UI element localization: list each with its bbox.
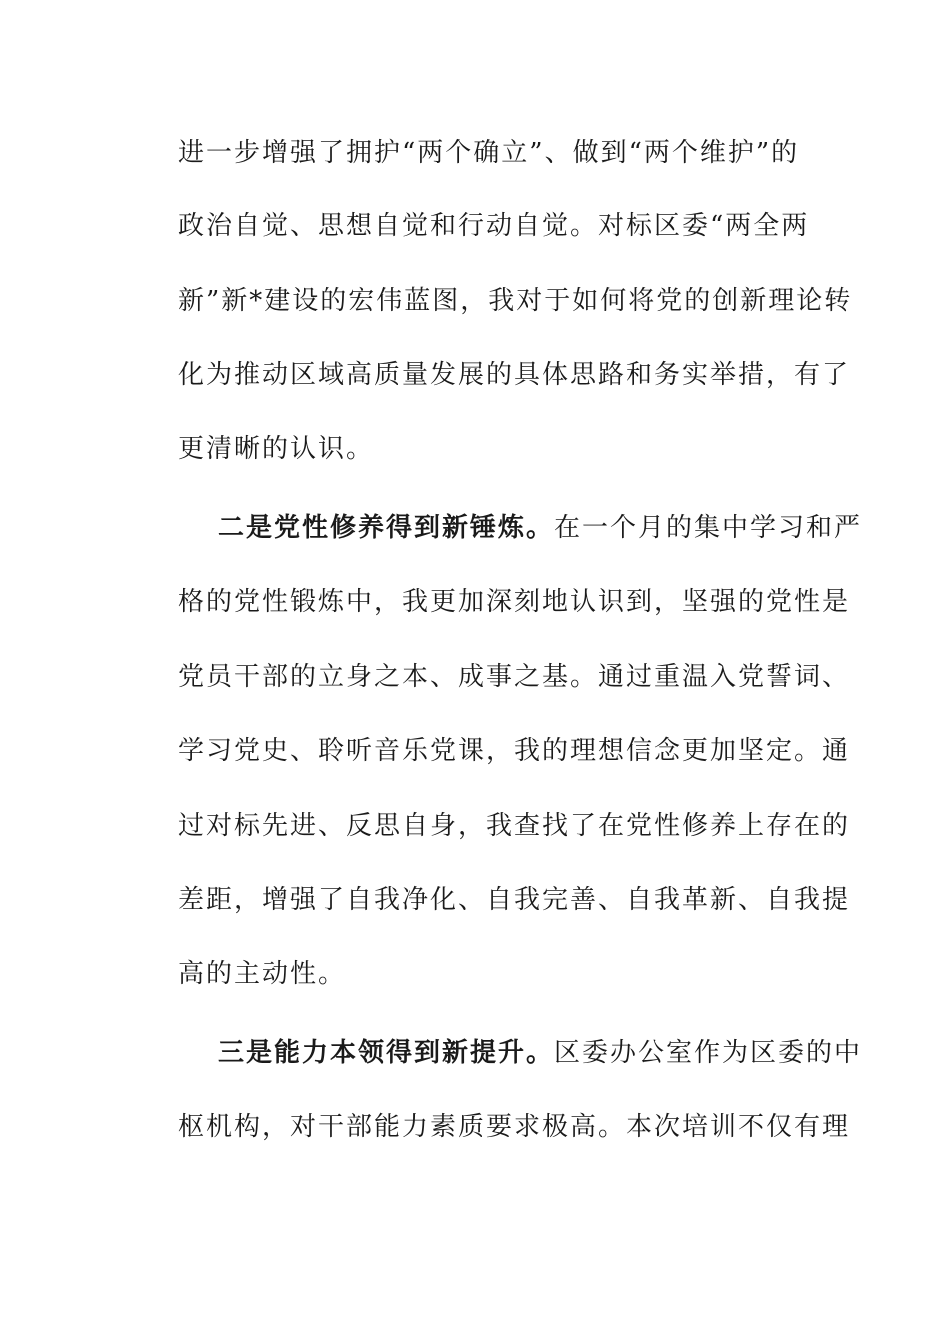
paragraph-line: 化为推动区域高质量发展的具体思路和务实举措，有了 [178,360,851,390]
paragraph-text: 在一个月的集中学习和严 [554,513,863,543]
paragraph-line: 更清晰的认识。 [178,434,375,464]
paragraph-line: 枢机构，对干部能力素质要求极高。本次培训不仅有理 [178,1112,851,1142]
paragraph-lead-heading: 二是党性修养得到新锤炼。 [218,513,555,543]
paragraph-line: 新”新*建设的宏伟蓝图，我对于如何将党的创新理论转 [178,286,853,316]
paragraph-lead-heading: 三是能力本领得到新提升。 [218,1038,555,1068]
paragraph-text: 区委办公室作为区委的中 [554,1038,863,1068]
paragraph-line: 政治自觉、思想自觉和行动自觉。对标区委“两全两 [178,211,810,241]
paragraph-line: 格的党性锻炼中，我更加深刻地认识到，坚强的党性是 [178,587,851,617]
paragraph-line: 进一步增强了拥护“两个确立”、做到“两个维护”的 [178,138,800,168]
paragraph-line: 过对标先进、反思自身，我查找了在党性修养上存在的 [178,811,851,841]
paragraph-line: 高的主动性。 [178,959,347,989]
paragraph-line: 学习党史、聆听音乐党课，我的理想信念更加坚定。通 [178,736,851,766]
paragraph-first-line [218,508,863,548]
paragraph-first-line [218,1033,863,1073]
paragraph-line: 党员干部的立身之本、成事之基。通过重温入党誓词、 [178,662,851,692]
paragraph-line: 差距，增强了自我净化、自我完善、自我革新、自我提 [178,885,851,915]
